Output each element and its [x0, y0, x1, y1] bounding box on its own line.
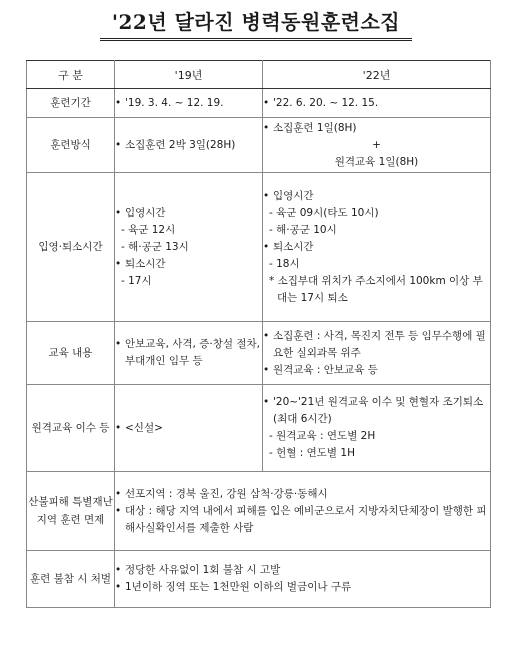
cell-2019-method [115, 118, 263, 173]
text-2019-period: • '19. 3. 4. ~ 12. 19. [115, 95, 262, 112]
text-2022-education-b: • 원격교육 : 안보교육 등 [263, 362, 490, 379]
text-absence-penalty: • 1년이하 징역 또는 1천만원 이하의 벌금이나 구류 [115, 579, 490, 596]
label-absence-penalty: 훈련 불참 시 처벌 [27, 551, 115, 608]
cell-2019-times [115, 173, 263, 322]
text-2022-exit-note: * 소집부대 위치가 주소지에서 100km 이상 부대는 17시 퇴소 [269, 274, 483, 304]
label-entry-exit-times: 입영·퇴소시간 [27, 173, 115, 322]
label-disaster-exemption: 산불피해 특별재난지역 훈련 면제 [27, 472, 115, 551]
cell-2019-education [115, 322, 263, 385]
text-2019-method: • 소집훈련 2박 3일(28H) [115, 137, 262, 154]
cell-2022-period [263, 89, 491, 118]
cell-2022-times [263, 173, 491, 322]
cell-disaster-exemption [115, 472, 491, 551]
text-2019-exit-time: - 17시 [121, 274, 152, 287]
page-title: '22년 달라진 병력동원훈련소집 [100, 8, 412, 41]
cell-2019-period [115, 89, 263, 118]
text-2022-remote-b: - 헌혈 : 연도별 1H [269, 447, 355, 459]
text-2022-entry-navy: - 해·공군 10시 [269, 223, 337, 236]
row-entry-exit-times [27, 173, 491, 322]
row-education-content [27, 322, 491, 385]
row-absence-penalty [27, 551, 491, 608]
header-row [27, 61, 491, 89]
label-education-content: 교육 내용 [27, 322, 115, 385]
cell-absence-penalty [115, 551, 491, 608]
text-2022-remote-head: • '20~'21년 원격교육 이수 및 현혈자 조기퇴소(최대 6시간) [263, 394, 490, 428]
row-training-period [27, 89, 491, 118]
text-2022-education-a: • 소집훈련 : 사격, 목진지 전투 등 임무수행에 필요한 실외과목 위주 [263, 328, 490, 362]
cell-2022-method [263, 118, 491, 173]
label-remote-education: 원격교육 이수 등 [27, 385, 115, 472]
text-2022-exit-time: - 18시 [269, 257, 300, 270]
text-absence-report: • 정당한 사유없이 1회 불참 시 고발 [115, 562, 490, 579]
text-2022-entry-army: - 육군 09시(타도 10시) [269, 206, 379, 219]
label-training-period: 훈련기간 [27, 89, 115, 118]
header-2019: '19년 [115, 61, 263, 89]
text-2019-entry-head: • 입영시간 [115, 205, 262, 222]
text-disaster-target: • 대상 : 해당 지역 내에서 피해를 입은 예비군으로서 지방자치단체장이 발행한 피해사실확인서를 제출한 사람 [115, 503, 490, 537]
cell-2022-education [263, 322, 491, 385]
text-2019-entry-navy: - 해·공군 13시 [121, 240, 189, 253]
cell-2022-remote [263, 385, 491, 472]
row-disaster-exemption [27, 472, 491, 551]
header-2022: '22년 [263, 61, 491, 89]
text-2019-remote: • <신설> [115, 420, 262, 437]
label-training-method: 훈련방식 [27, 118, 115, 173]
text-2022-method-b: 원격교육 1일(8H) [334, 155, 419, 168]
row-remote-education [27, 385, 491, 472]
row-training-method [27, 118, 491, 173]
text-2022-remote-a: - 원격교육 : 연도별 2H [269, 430, 376, 442]
text-2022-exit-head: • 퇴소시간 [263, 239, 490, 256]
text-2019-exit-head: • 퇴소시간 [115, 256, 262, 273]
comparison-table [26, 60, 491, 608]
title-wrap [0, 8, 512, 41]
text-2022-period: • '22. 6. 20. ~ 12. 15. [263, 95, 490, 112]
text-2022-method-a: • 소집훈련 1일(8H) [263, 120, 490, 137]
header-category: 구 분 [27, 61, 115, 89]
text-disaster-area: • 선포지역 : 경북 울진, 강원 삼척·강릉·동해시 [115, 486, 490, 503]
text-2019-entry-army: - 육군 12시 [121, 223, 176, 236]
text-2019-education: • 안보교육, 사격, 증·창설 절차, 부대개인 임무 등 [115, 336, 262, 370]
cell-2019-remote [115, 385, 263, 472]
text-2022-method-plus: + [372, 138, 381, 151]
text-2022-entry-head: • 입영시간 [263, 188, 490, 205]
